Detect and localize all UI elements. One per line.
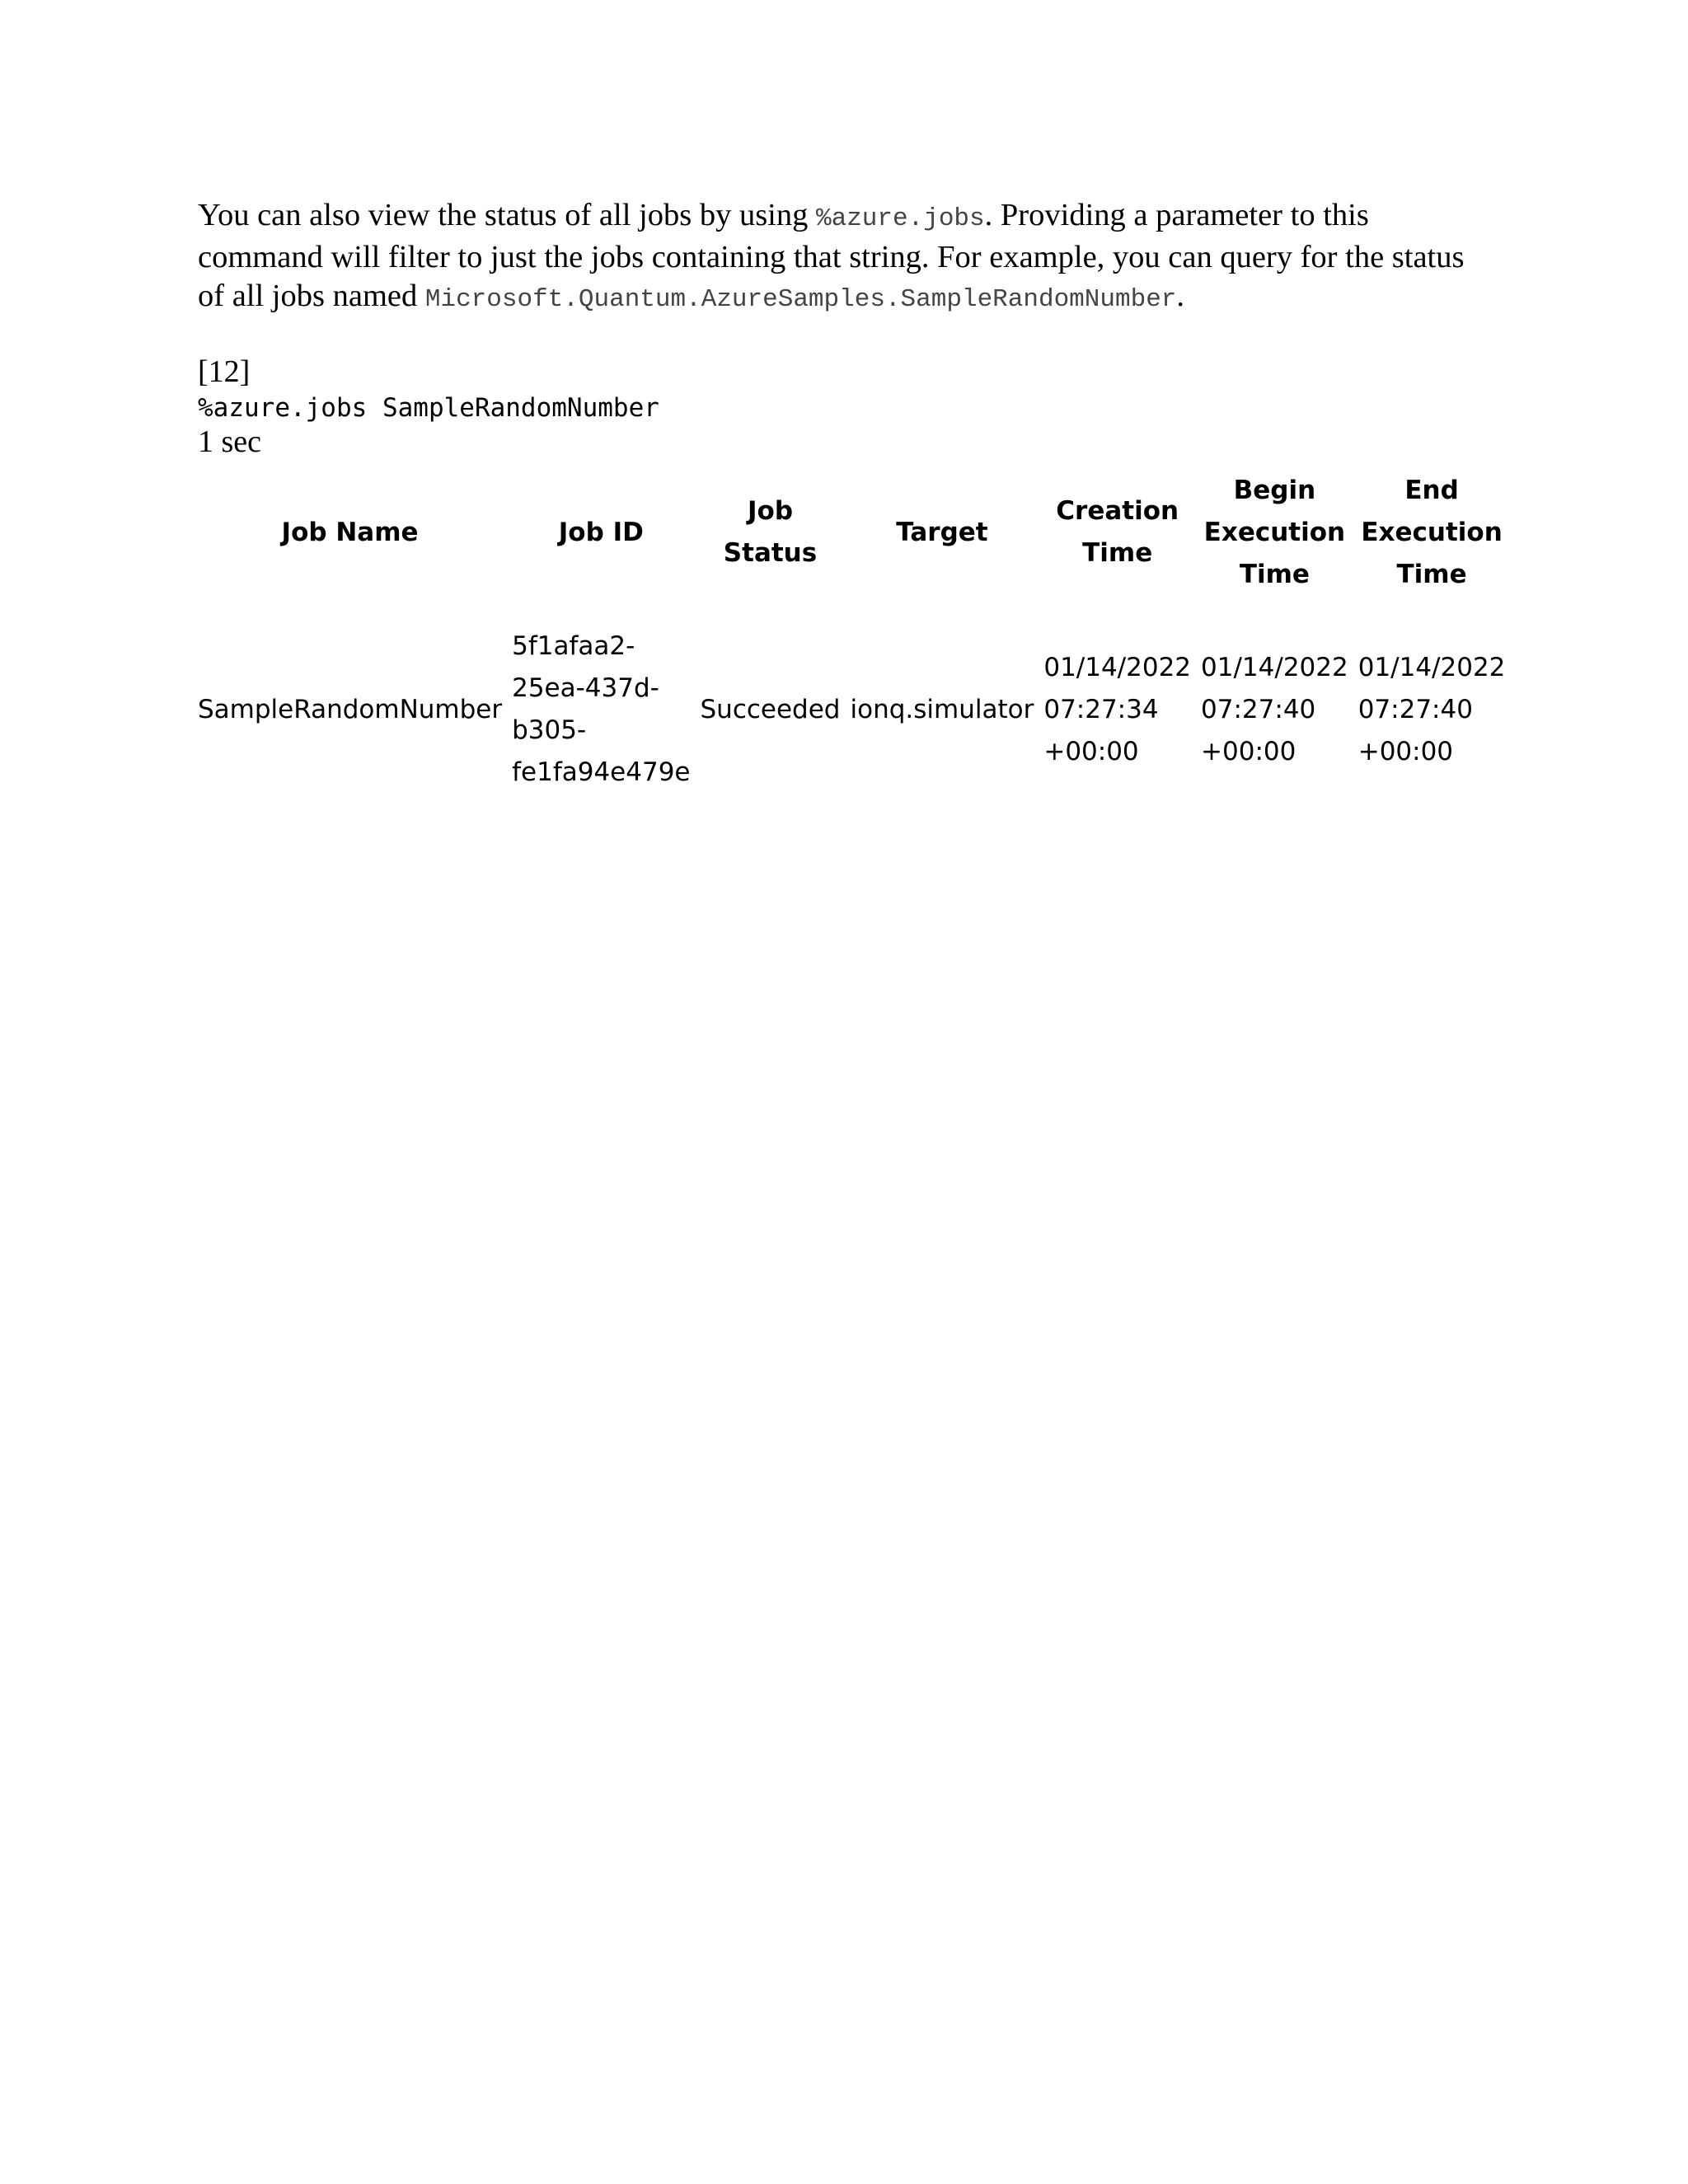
jobs-table <box>198 461 1510 794</box>
header-target: Target <box>896 517 988 547</box>
table-row <box>198 604 1510 794</box>
header-end-execution-time: End Execution Time <box>1361 475 1503 589</box>
header-job-id: Job ID <box>558 517 644 547</box>
header-job-status: Job Status <box>723 496 818 568</box>
inline-code-job-name: Microsoft.Quantum.AzureSamples.SampleRandomNumber <box>424 285 1177 314</box>
cell-target: ionq.simulator <box>850 694 1034 724</box>
cell-creation-time: 01/14/2022 07:27:34 +00:00 <box>1043 652 1192 766</box>
cell-job-name: SampleRandomNumber <box>198 694 503 724</box>
intro-text-1: You can also view the status of all jobs by using <box>198 198 816 232</box>
cell-job-status: Succeeded <box>700 694 841 724</box>
table-header-row <box>198 461 1510 604</box>
cell-code-input[interactable]: %azure.jobs SampleRandomNumber <box>198 393 659 423</box>
cell-execution-count: [12] <box>198 354 251 389</box>
header-creation-time: Creation Time <box>1056 496 1179 568</box>
notebook-page <box>198 196 1506 794</box>
cell-begin-execution-time: 01/14/2022 07:27:40 +00:00 <box>1201 652 1348 766</box>
header-job-name: Job Name <box>281 517 419 547</box>
cell-job-id: 5f1afaa2- 25ea-437d- b305- fe1fa94e479e <box>512 631 691 787</box>
inline-code-azure-jobs: %azure.jobs <box>816 204 985 233</box>
intro-paragraph <box>198 196 1484 319</box>
intro-text-2: . Providing a parameter to this command will filter to just the jobs containing that string. For example, you can query for the status of all jobs named <box>198 198 1465 313</box>
cell-end-execution-time: 01/14/2022 07:27:40 +00:00 <box>1357 652 1506 766</box>
header-begin-execution-time: Begin Execution Time <box>1203 475 1346 589</box>
cell-execution-time: 1 sec <box>198 424 262 459</box>
intro-text-3: . <box>1176 279 1185 313</box>
